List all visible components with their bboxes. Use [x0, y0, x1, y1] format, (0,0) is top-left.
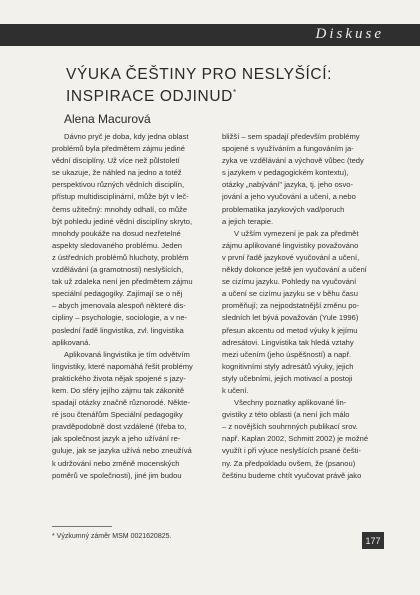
text-line: kem. Do sféry jejího zájmu tak zákonitě: [52, 385, 185, 395]
text-line: sledních let bývá považován (Yule 1996): [222, 313, 359, 323]
article-title: [66, 66, 376, 106]
footnote-rule: [52, 526, 112, 527]
text-line: zájmu aplikované lingvistiky považováno: [222, 240, 359, 250]
text-line: proměňují; za nejpodstatnější změnu po-: [222, 301, 360, 311]
text-line: vzdělávání (a gramotnosti) neslyšících,: [52, 265, 184, 275]
title-footnote-mark: *: [232, 88, 237, 97]
text-line: v první řadě jazykové vyučování a učení,: [222, 252, 360, 262]
text-line: poměrů ve společnosti), jiné jim budou: [52, 470, 182, 480]
text-line: např. Kaplan 2002, Schmitt 2002) je možné: [222, 434, 369, 444]
paragraph: [222, 228, 376, 397]
paragraph: [52, 131, 205, 349]
paragraph: [222, 131, 376, 228]
text-line: V užším vymezení je pak za předmět: [234, 228, 359, 238]
text-line: kognitivními styly adresátů výuky, jejich: [222, 361, 354, 371]
text-line: češtinu budeme chtít vyučovat právě jako: [222, 470, 362, 480]
text-line: poslední řadě lingvistika, zvl. lingvistika: [52, 325, 184, 335]
text-line: se ukazuje, že náhled na jedno a totéž: [52, 168, 182, 178]
text-line: perspektivou různých vědních disciplín,: [52, 180, 185, 190]
text-line: a jejich terapie.: [222, 216, 274, 226]
text-line: jování a jeho vyučování a učení, a nebo: [222, 192, 356, 202]
text-line: ny. Za předpokladu ovšem, že (psanou): [222, 458, 356, 468]
text-line: využít i při výuce neslyšících psané češti-: [222, 446, 361, 456]
text-line: – z novějších souhrnných publikací srov.: [222, 422, 358, 432]
text-line: aspekty sledovaného problému. Jeden: [52, 240, 183, 250]
text-line: Všechny poznatky aplikované lin-: [234, 398, 347, 408]
text-line: mnohdy poukáže na dosud nezřetelné: [52, 228, 181, 238]
title-line-2: INSPIRACE ODJINUD*: [66, 88, 237, 106]
text-line: s jazykem v pedagogickém kontextu),: [222, 168, 349, 178]
text-line: přístup multidisciplinární, může být v leč-: [52, 192, 189, 202]
text-line: pravděpodobně dost vzdálené (třeba to,: [52, 422, 187, 432]
text-line: problémů byla předmětem zájmu jediné: [52, 144, 185, 154]
text-line: z ústředních problémů hluchoty, problém: [52, 252, 189, 262]
header-band: [0, 24, 420, 46]
text-line: problematika jazykových vad/poruch: [222, 204, 345, 214]
section-label: Diskuse: [315, 26, 384, 42]
text-line: lingvistiky, které napomáhá řešit problémy: [52, 361, 193, 371]
text-line: Aplikovaná lingvistika je tím odvětvím: [64, 349, 190, 359]
text-line: speciální pedagogiky. Zajímají se o něj: [52, 289, 183, 299]
text-line: a učení se cizímu jazyku se v běhu času: [222, 289, 358, 299]
text-line: někdy dokonce ještě jen vyučování a učení: [222, 265, 367, 275]
text-line: mezi učením (jeho úspěšností) a např.: [222, 349, 352, 359]
text-line: čems užitečný: mnohdy odhalí, co může: [52, 204, 188, 214]
text-line: spadají otázky značně různorodé. Někte-: [52, 398, 191, 408]
text-line: k učení.: [222, 385, 249, 395]
title-line-1: VÝUKA ČEŠTINY PRO NESLYŠÍCÍ:: [66, 66, 333, 83]
text-line: bližší – sem spadají především problémy: [222, 132, 360, 141]
text-line: spojené s využíváním a fungováním ja-: [222, 144, 354, 154]
text-line: gvistiky z této oblasti (a není jich málo: [222, 410, 350, 420]
text-line: se cizímu jazyku. Pohledy na vyučování: [222, 277, 357, 287]
text-line: přesun akcentu od metod výuky k jejímu: [222, 325, 358, 335]
footnote: * Výzkumný záměr MSM 0021620825.: [52, 533, 172, 540]
right-text-column: [222, 131, 376, 482]
text-line: tak už zdaleka není jen předmětem zájmu: [52, 277, 193, 287]
paragraph: [52, 349, 205, 482]
author-name: Alena Macurová: [64, 112, 151, 126]
text-line: ré jsou čtenářům Speciální pedagogiky: [52, 410, 183, 420]
text-line: styly učebními, jejich motivací a postoji: [222, 373, 353, 383]
text-line: – abych jmenovala alespoň některé dis-: [52, 301, 186, 311]
page-number: 177: [362, 532, 384, 549]
text-line: cipliny – psychologie, sociologie, a v ne-: [52, 313, 188, 323]
text-line: adresátovi. Lingvistika tak hledá vztahy: [222, 337, 354, 347]
text-line: praktického života nějak spojené s jazy-: [52, 373, 186, 383]
paragraph: [222, 397, 376, 482]
text-line: k udržování nebo změně mocenských: [52, 458, 180, 468]
text-line: otázky „nabývání" jazyka, tj. jeho osvo-: [222, 180, 354, 190]
left-text-column: [52, 131, 205, 482]
text-line: být pohledu jediné vědní disciplíny skryto,: [52, 216, 193, 226]
text-line: aplikovaná.: [52, 337, 91, 347]
text-line: vědní disciplíny. Už více než půlstoletí: [52, 156, 180, 166]
text-line: guluje, jak se jazyka užívá nebo zneužívá: [52, 446, 192, 456]
text-line: jak společnost jazyk a jeho užívání re-: [52, 434, 181, 444]
text-line: zyka ve vzdělávání a výchově vůbec (tedy: [222, 156, 364, 166]
text-line: Dávno pryč je doba, kdy jedna oblast: [64, 132, 189, 141]
